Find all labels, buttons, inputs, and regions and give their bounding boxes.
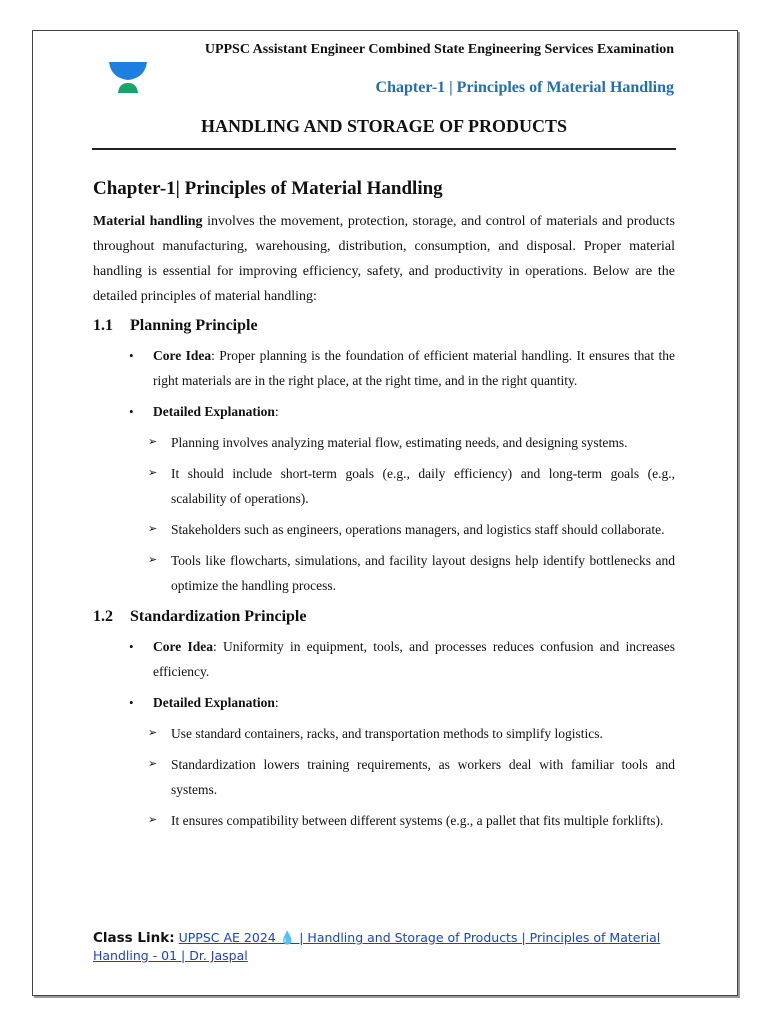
intro-text: involves the movement, protection, storage, and control of materials and products throughout manufacturing, warehousing, distribution, consumption, and disposal. Proper material handling is essential for improving efficiency, safety, and productivity in operations. Below are the detailed principles of material handling: <box>93 214 675 304</box>
bullet-dot-icon: • <box>129 404 134 419</box>
section-title: Standardization Principle <box>130 608 307 625</box>
core-idea-label: Core Idea <box>153 348 212 363</box>
list-item-text: Stakeholders such as engineers, operations managers, and logistics staff should collaborate. <box>171 522 665 537</box>
list-item <box>93 461 675 511</box>
logo-top-shape <box>109 62 147 80</box>
core-idea-text: : Uniformity in equipment, tools, and processes reduces confusion and increases efficiency. <box>153 639 675 679</box>
class-link-url[interactable]: UPPSC AE 2024 💧 | Handling and Storage of Products | Principles of Material Handling - 01 | Dr. Jaspal <box>93 930 661 963</box>
arrow-bullet-icon: ➢ <box>148 467 158 479</box>
list-item <box>93 548 675 598</box>
arrow-bullet-icon: ➢ <box>148 436 158 448</box>
class-link-label: Class Link: <box>93 930 175 946</box>
core-idea-label: Core Idea <box>153 639 213 654</box>
bullet-core-idea <box>93 634 675 684</box>
section-number: 1.2 <box>93 608 113 625</box>
exam-title: UPPSC Assistant Engineer Combined State Engineering Services Examination <box>204 42 674 57</box>
list-item-text: Tools like flowcharts, simulations, and facility layout designs help identify bottlenecks and optimize the handling process. <box>171 553 675 593</box>
header-divider <box>92 148 676 150</box>
detail-suffix: : <box>274 695 279 710</box>
intro-paragraph <box>93 209 675 309</box>
chapter-heading: Chapter-1| Principles of Material Handling <box>93 178 443 199</box>
arrow-bullet-icon: ➢ <box>148 523 158 535</box>
class-link <box>93 929 677 965</box>
list-item <box>93 517 675 542</box>
arrow-bullet-icon: ➢ <box>148 727 158 739</box>
list-item <box>93 430 675 455</box>
detail-suffix: : <box>274 404 279 419</box>
list-item-text: It should include short-term goals (e.g., daily efficiency) and long-term goals (e.g., scalability of operations). <box>171 466 675 506</box>
detail-label: Detailed Explanation <box>153 695 275 710</box>
chapter-header-label: Chapter-1 | Principles of Material Handling <box>375 79 674 96</box>
document-title: HANDLING AND STORAGE OF PRODUCTS <box>200 116 568 136</box>
document-body <box>93 178 675 839</box>
section-heading <box>93 317 675 335</box>
bullet-detailed-explanation <box>93 690 675 715</box>
bullet-detailed-explanation <box>93 399 675 424</box>
arrow-bullet-icon: ➢ <box>148 814 158 826</box>
list-item <box>93 808 675 833</box>
arrow-bullet-icon: ➢ <box>148 758 158 770</box>
core-idea-text: : Proper planning is the foundation of efficient material handling. It ensures that the right materials are in the right place, at the right time, and in the right quantity. <box>153 348 675 388</box>
bullet-dot-icon: • <box>129 639 134 654</box>
list-item <box>93 721 675 746</box>
brand-logo-icon <box>107 60 149 96</box>
list-item-text: Planning involves analyzing material flow, estimating needs, and designing systems. <box>171 435 628 450</box>
list-item <box>93 752 675 802</box>
section-number: 1.1 <box>93 317 113 334</box>
intro-bold-term: Material handling <box>93 214 203 229</box>
bullet-core-idea <box>93 343 675 393</box>
detail-label: Detailed Explanation <box>153 404 275 419</box>
list-item-text: It ensures compatibility between different systems (e.g., a pallet that fits multiple forklifts). <box>171 813 664 828</box>
list-item-text: Standardization lowers training requirements, as workers deal with familiar tools and systems. <box>171 757 675 797</box>
section-title: Planning Principle <box>130 317 258 334</box>
list-item-text: Use standard containers, racks, and transportation methods to simplify logistics. <box>171 726 603 741</box>
logo-bottom-shape <box>118 83 138 93</box>
section-heading <box>93 608 675 626</box>
bullet-dot-icon: • <box>129 695 134 710</box>
arrow-bullet-icon: ➢ <box>148 554 158 566</box>
bullet-dot-icon: • <box>129 348 134 363</box>
